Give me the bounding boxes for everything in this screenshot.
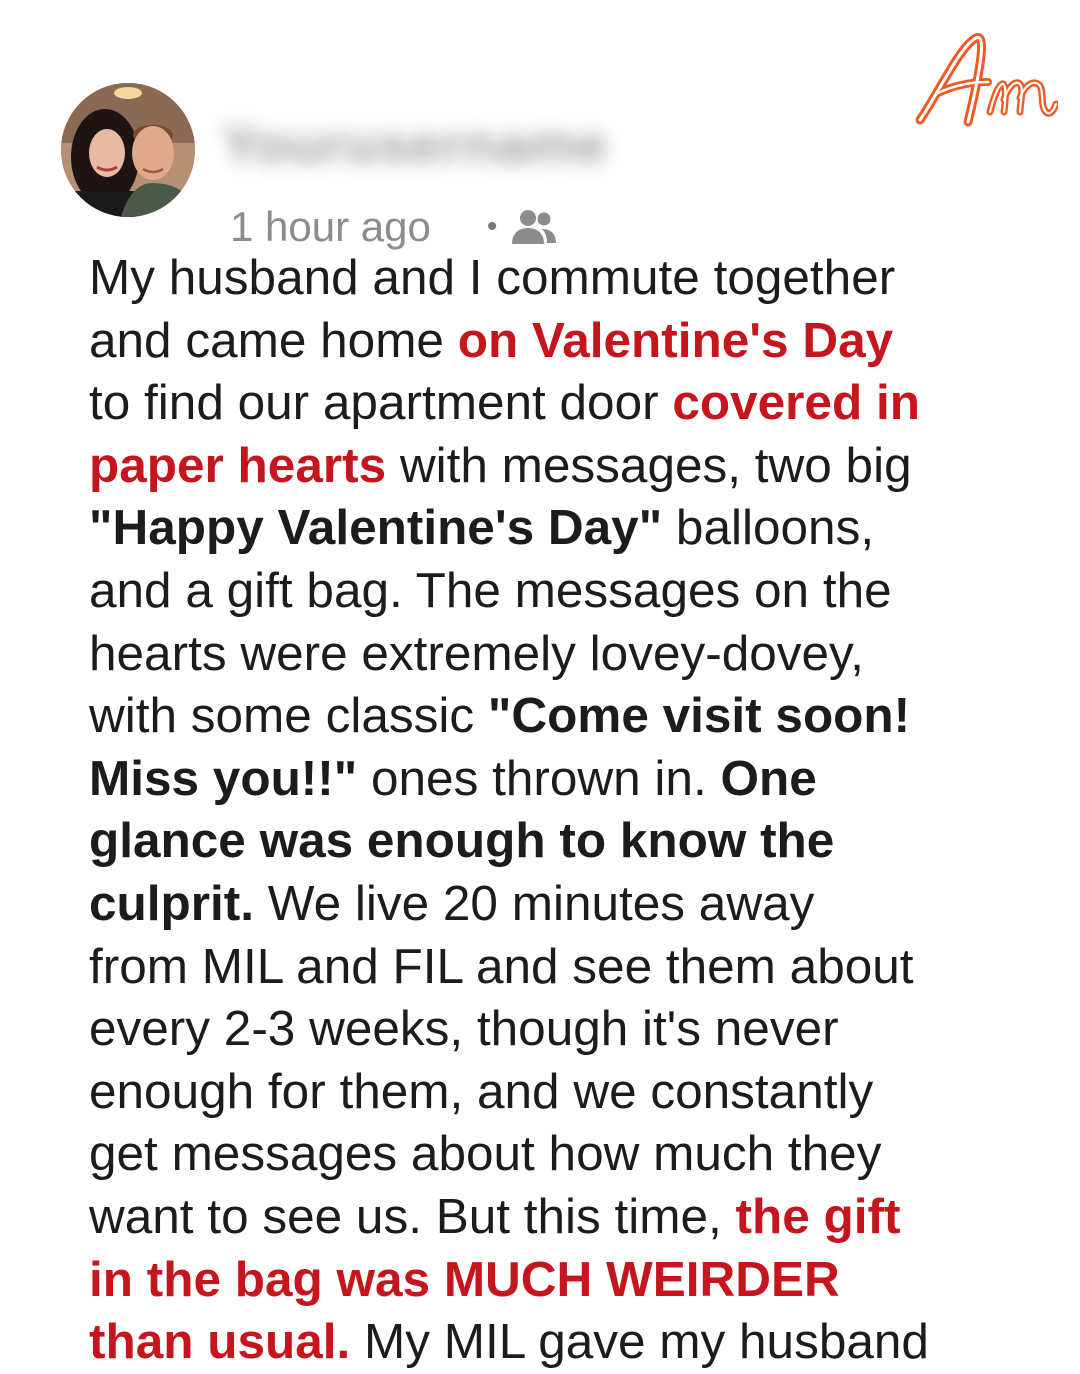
highlight-red: on Valentine's Day bbox=[457, 312, 894, 368]
post-line bbox=[89, 810, 989, 873]
highlight-bold: glance was enough to know the bbox=[89, 813, 835, 869]
text-segment: with messages, two big bbox=[386, 437, 912, 493]
post-line bbox=[89, 748, 989, 811]
post-line bbox=[89, 1186, 989, 1249]
text-segment: My MIL gave my husband bbox=[350, 1314, 929, 1370]
meta-separator: • bbox=[486, 210, 498, 243]
text-segment: with some classic bbox=[89, 688, 488, 744]
post-line bbox=[89, 497, 989, 560]
post-line bbox=[89, 310, 989, 373]
highlight-bold: Miss you!!" bbox=[89, 750, 358, 806]
highlight-red: than usual. bbox=[89, 1314, 351, 1370]
text-segment: to find our apartment door bbox=[89, 375, 673, 431]
username[interactable] bbox=[222, 115, 662, 175]
text-segment: We live 20 minutes away bbox=[254, 875, 815, 931]
post-line bbox=[89, 936, 989, 999]
highlight-red: covered in bbox=[672, 375, 920, 431]
post-line bbox=[89, 560, 989, 623]
text-segment: hearts were extremely lovey-dovey, bbox=[89, 625, 864, 681]
post-line bbox=[89, 873, 989, 936]
post-line bbox=[89, 998, 989, 1061]
text-segment: want to see us. But this time, bbox=[89, 1188, 736, 1244]
friends-icon[interactable] bbox=[509, 208, 557, 246]
highlight-bold: "Come visit soon! bbox=[487, 688, 911, 744]
text-segment: balloons, bbox=[662, 500, 875, 556]
text-segment: enough for them, and we constantly bbox=[89, 1063, 874, 1119]
highlight-bold: culprit. bbox=[89, 875, 255, 931]
avatar[interactable] bbox=[61, 83, 195, 217]
post-line bbox=[89, 1123, 989, 1186]
post-line bbox=[89, 435, 989, 498]
post-line bbox=[89, 1249, 989, 1312]
post-line bbox=[89, 1311, 989, 1374]
highlight-bold: "Happy Valentine's Day" bbox=[89, 500, 663, 556]
highlight-bold: One bbox=[720, 750, 817, 806]
post-meta bbox=[230, 204, 557, 250]
username-text: Yourusername bbox=[222, 115, 609, 175]
brand-logo bbox=[908, 24, 1058, 134]
post-line bbox=[89, 685, 989, 748]
text-segment: My husband and I commute together bbox=[89, 250, 896, 305]
highlight-red: in the bag was MUCH WEIRDER bbox=[89, 1251, 840, 1307]
text-segment: and came home bbox=[89, 312, 458, 368]
text-segment: and a gift bag. The messages on the bbox=[89, 562, 892, 618]
highlight-red: paper hearts bbox=[89, 437, 387, 493]
text-segment: every 2-3 weeks, though it's never bbox=[89, 1001, 839, 1057]
brand-logo-mark bbox=[908, 24, 1058, 134]
post-body bbox=[89, 247, 989, 1374]
post-line bbox=[89, 1061, 989, 1124]
text-segment: from MIL and FIL and see them about bbox=[89, 938, 914, 994]
highlight-red: the gift bbox=[735, 1188, 901, 1244]
post-line bbox=[89, 372, 989, 435]
timestamp[interactable]: 1 hour ago bbox=[230, 203, 431, 250]
text-segment: get messages about how much they bbox=[89, 1126, 882, 1182]
text-segment: ones thrown in. bbox=[357, 750, 721, 806]
post-line bbox=[89, 247, 989, 310]
post-line bbox=[89, 623, 989, 686]
avatar-photo bbox=[61, 83, 195, 217]
